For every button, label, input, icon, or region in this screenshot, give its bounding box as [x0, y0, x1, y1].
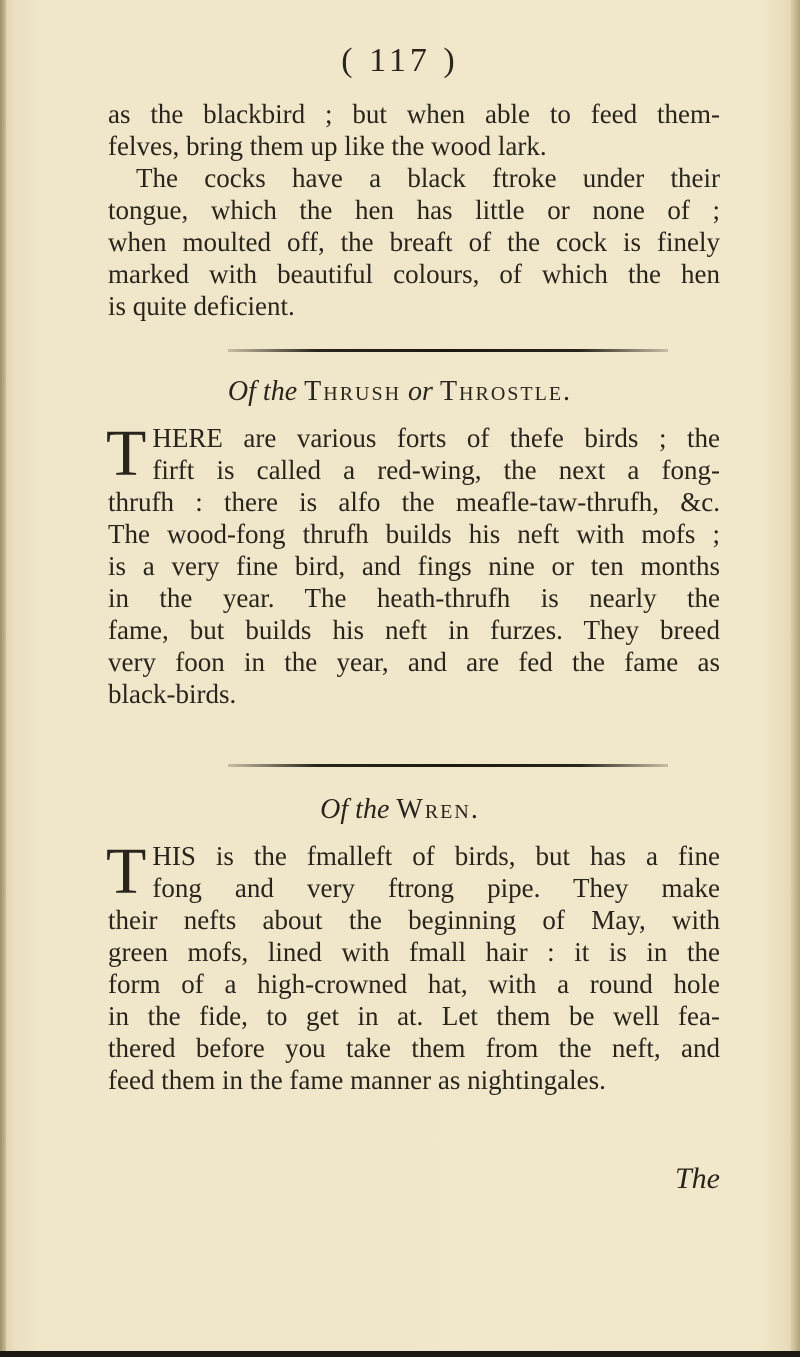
page-fore-edge — [790, 0, 800, 1357]
page-number: ( 117 ) — [341, 42, 459, 79]
heading-title: Thrush — [304, 376, 402, 407]
text-line: HERE are various forts of thefe birds ; the — [152, 423, 720, 453]
text-line: firft is called a red-wing, the next a fong- — [152, 455, 720, 485]
text-line: fong and very ftrong pipe. They make — [152, 873, 720, 903]
text-line: very foon in the year, and are fed the fame as — [108, 647, 720, 677]
heading-joiner: or — [408, 376, 433, 407]
heading-prefix: Of the — [227, 376, 298, 407]
text-line: when moulted off, the breaft of the cock is finely — [108, 227, 720, 257]
text-line: fame, but builds his neft in furzes. They breed — [108, 615, 720, 645]
text-line: The cocks have a black ftroke under their — [136, 163, 720, 193]
text-line: their nefts about the beginning of May, with — [108, 905, 720, 935]
heading-title-2: Throstle. — [439, 376, 573, 407]
text-line: thrufh : there is alfo the meafle-taw-thrufh, &c. — [108, 487, 720, 517]
text-line: thered before you take them from the neft, and — [108, 1033, 720, 1063]
page-binding-edge — [0, 0, 6, 1357]
text-line: The wood-fong thrufh builds his neft with mofs ; — [108, 519, 720, 549]
page-bottom-edge — [0, 1351, 800, 1357]
intro-paragraph — [108, 98, 720, 322]
section-rule — [228, 764, 668, 767]
text-line: feed them in the fame manner as nightingales. — [108, 1065, 606, 1095]
text-line: HIS is the fmalleft of birds, but has a fine — [152, 841, 720, 871]
drop-cap: T — [106, 417, 147, 490]
text-line: form of a high-crowned hat, with a round hole — [108, 969, 720, 999]
text-line: marked with beautiful colours, of which the hen — [108, 259, 720, 289]
text-line: in the fide, to get in at. Let them be well fea- — [108, 1001, 720, 1031]
catchword: The — [675, 1162, 720, 1195]
section-rule — [228, 349, 668, 352]
thrush-heading — [0, 376, 800, 408]
heading-title: Wren. — [396, 794, 480, 825]
wren-paragraph — [106, 835, 720, 1096]
wren-heading — [0, 794, 800, 826]
text-line: tongue, which the hen has little or none of ; — [108, 195, 720, 225]
text-line: in the year. The heath-thrufh is nearly the — [108, 583, 720, 613]
text-line: felves, bring them up like the wood lark. — [108, 131, 547, 161]
text-line: is quite deficient. — [108, 291, 295, 321]
text-line: black-birds. — [108, 679, 237, 709]
heading-prefix: Of the — [320, 794, 390, 825]
text-line: as the blackbird ; but when able to feed them- — [108, 99, 720, 129]
drop-cap: T — [106, 835, 147, 908]
text-line: green mofs, lined with fmall hair : it is in the — [108, 937, 720, 967]
thrush-paragraph — [106, 417, 720, 710]
text-line: is a very fine bird, and fings nine or ten months — [108, 551, 720, 581]
